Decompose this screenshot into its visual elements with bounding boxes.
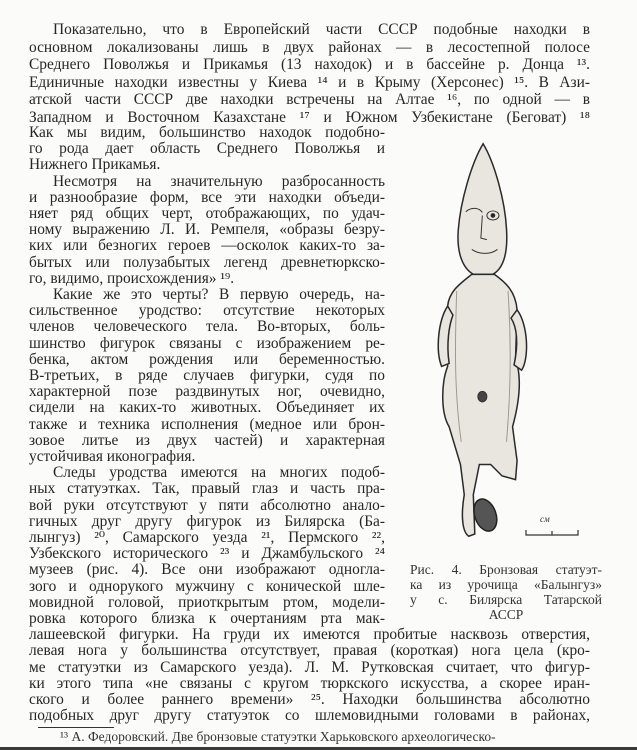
- text-line: мовидной головой, приоткрытым ртом, модели-: [29, 593, 385, 611]
- text-line: го, видимо, происхождения» ¹⁹.: [29, 269, 235, 287]
- text-line: подобных друг другу статуэток со шлемовидными головами в районах,: [29, 707, 590, 725]
- text-line: бенка, актом рождения или беременностью.: [29, 350, 385, 368]
- text-line: сидели на каких-то животных. Объединяет их: [29, 399, 385, 417]
- text-line: го рода дает область Среднего Поволжья и: [29, 140, 385, 158]
- text-line: сильственное уродство: отсутствие некоторых: [29, 302, 385, 320]
- text-line: атской части СССР две находки встречены на Алтае ¹⁶, по одной — в: [29, 91, 590, 108]
- text-line: няет ряд общих черт, отображающих, по удач-: [29, 205, 385, 222]
- text-line: вой руки отсутствуют у пяти абсолютно анало-: [29, 496, 385, 514]
- text-line: устойчивая иконография.: [29, 448, 196, 465]
- text-line: Какие же это черты? В первую очередь, на-: [53, 286, 385, 303]
- figure-caption: [410, 562, 602, 622]
- text-line: шинство фигурок связаны с изображением ре-: [29, 334, 385, 352]
- text-line: Несмотря на значительную разбросанность: [53, 172, 385, 190]
- text-line: Как мы видим, большинство находок подобно-: [29, 124, 385, 141]
- text-line: и разнообразие форм, все эти находки объеди-: [29, 188, 385, 206]
- text-line: Следы уродства имеются на многих подоб-: [53, 464, 385, 482]
- bronze-statuette-illustration: [410, 140, 560, 540]
- text-line: Западном и Восточном Казахстане ¹⁷ и Южном Узбекистане (Беговат) ¹⁸: [29, 108, 590, 126]
- text-line: Нижнего Прикамья.: [29, 156, 161, 174]
- caption-line: Рис. 4. Бронзовая статуэт-: [410, 562, 602, 577]
- caption-line: АССР: [488, 607, 524, 622]
- text-line: ному выражению Л. И. Ремпеля, «образы безру-: [29, 221, 385, 239]
- text-line: основном локализованы лишь в двух районах — в лесостепной полосе: [29, 38, 590, 56]
- text-line: бытых или полузабытых легенд древнетюркско-: [29, 253, 385, 271]
- text-line: Среднего Поволжья и Прикамья (13 находок) и в бассейне р. Донца ¹³.: [29, 56, 590, 73]
- text-line: Единичные находки известны у Киева ¹⁴ и в Крыму (Херсонес) ¹⁵. В Ази-: [29, 73, 590, 91]
- text-line: также и техника исполнения (медное или брон-: [29, 415, 385, 433]
- scale-bar: [524, 518, 580, 538]
- text-line: зовое литье из двух частей) и характерная: [29, 431, 385, 449]
- scale-label: см: [540, 514, 550, 524]
- footnote-divider: [38, 727, 114, 728]
- text-line: ровка которого близка к очертаниям рта мак-: [29, 610, 385, 627]
- text-line: характерной позе раздвинутых ног, очевидно,: [29, 383, 385, 401]
- text-line: Показательно, что в Европейский части СССР подобные находки в: [53, 21, 590, 38]
- text-line: Узбекского исторического ²³ и Джамбульского ²⁴: [29, 545, 385, 563]
- text-line: левая нога у большинства отсутствует, правая (короткая) нога цела (кро-: [29, 642, 590, 660]
- text-line: зого и однорукого мужчину с конической шле-: [29, 577, 385, 595]
- text-line: членов человеческого тела. Во-вторых, боль-: [29, 318, 385, 336]
- text-line: ского и более раннего времени» ²⁵. Находки большинства абсолютно: [29, 691, 590, 708]
- text-line: ких или безногих героев —осколок каких-то за-: [29, 237, 385, 255]
- text-line: лынгуз) ²⁰, Самарского уезда ²¹, Пермского ²²,: [29, 529, 385, 546]
- text-line: ных статуэтках. Так, правый глаз и часть пра-: [29, 480, 385, 498]
- text-line: музеев (рис. 4). Все они изображают одногла-: [29, 561, 385, 579]
- text-line: В-третьих, в ряде случаев фигурки, судя по: [29, 367, 385, 384]
- text-line: ме статуэтки из Самарского уезда). Л. М. Рутковская считает, что фигур-: [29, 658, 590, 676]
- footnote: ¹³ А. Федоровский. Две бронзовые статуэтки Харьковского археологическо-: [60, 729, 496, 744]
- text-line: гичных друг другу фигурок из Билярска (Ба-: [29, 512, 385, 530]
- text-line: лашеевской фигурки. На груди их имеются пробитые насквозь отверстия,: [29, 626, 590, 644]
- caption-line: ка из урочища «Балынгуз»: [410, 577, 602, 592]
- text-line: ки этого типа «не связаны с кругом тюркского искусства, а скорее иран-: [29, 674, 590, 692]
- caption-line: у с. Билярска Татарской: [410, 592, 602, 607]
